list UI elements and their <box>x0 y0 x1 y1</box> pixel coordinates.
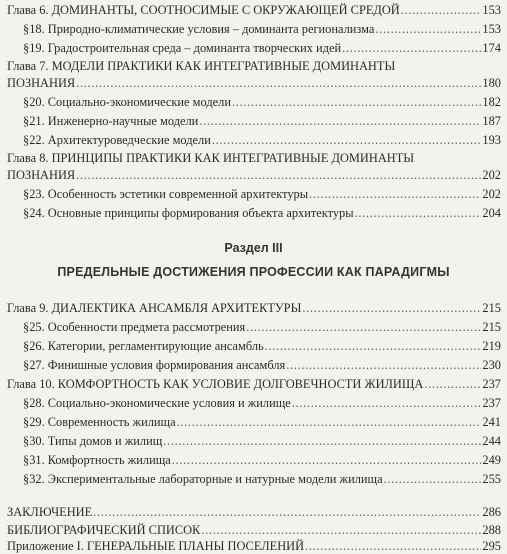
dot-leader <box>309 186 481 202</box>
toc-page-number: 286 <box>482 505 501 519</box>
toc-entry-section-23 <box>0 186 507 202</box>
toc-entry-title: §29. Современность жилища <box>23 415 176 429</box>
toc-entry-section-19 <box>0 40 507 56</box>
toc-entry-title: §26. Категории, регламентирующие ансамбль <box>23 339 264 353</box>
dot-leader <box>286 357 481 373</box>
toc-page-number: 174 <box>482 41 501 55</box>
toc-page-number: 180 <box>482 76 501 90</box>
toc-page-number: 202 <box>482 187 501 201</box>
toc-entry-bibliography <box>0 522 507 538</box>
dot-leader <box>305 538 481 554</box>
toc-entry-section-27 <box>0 357 507 373</box>
toc-entry-title: §30. Типы домов и жилищ <box>23 434 163 448</box>
toc-entry-chapter-10 <box>0 376 507 392</box>
toc-entry-section-24 <box>0 205 507 221</box>
toc-entry-title: §19. Градостроительная среда – доминанта творческих идей <box>23 41 342 55</box>
dot-leader <box>177 414 482 430</box>
toc-page-number: 255 <box>482 472 501 486</box>
dot-leader <box>292 395 482 411</box>
dot-leader <box>232 94 481 110</box>
section-label: Раздел III <box>224 241 283 255</box>
toc-page-number: 244 <box>482 434 501 448</box>
dot-leader <box>199 113 481 129</box>
dot-leader <box>355 205 482 221</box>
toc-page-number: 219 <box>482 339 501 353</box>
toc-page-number: 237 <box>482 396 501 410</box>
toc-entry-chapter-7 <box>0 75 507 91</box>
toc-entry-title: §21. Инженерно-научные модели <box>23 114 199 128</box>
dot-leader <box>375 21 481 37</box>
toc-entry-title: §32. Экспериментальные лабораторные и натурные модели жилища <box>23 472 383 486</box>
toc-entry-chapter-6 <box>0 2 507 18</box>
toc-entry-section-26 <box>0 338 507 354</box>
toc-entry-title: §24. Основные принципы формирования объекта архитектуры <box>23 206 354 220</box>
toc-page-number: 215 <box>482 320 501 334</box>
toc-entry-title: ПОЗНАНИЯ <box>7 168 76 182</box>
toc-entry-title: §22. Архитектуроведческие модели <box>23 133 211 147</box>
toc-page-number: 202 <box>482 168 501 182</box>
toc-entry-chapter-8 <box>0 167 507 183</box>
toc-page-number: 249 <box>482 453 501 467</box>
toc-entry-conclusion <box>0 504 507 520</box>
toc-page-number: 288 <box>482 523 501 537</box>
dot-leader <box>93 504 481 520</box>
dot-leader <box>76 167 481 183</box>
toc-entry-title: Глава 10. КОМФОРТНОСТЬ КАК УСЛОВИЕ ДОЛГОВЕЧНОСТИ ЖИЛИЩА <box>7 377 424 391</box>
toc-page-number: 295 <box>482 539 501 553</box>
toc-entry-title: Глава 6. ДОМИНАНТЫ, СООТНОСИМЫЕ С ОКРУЖАЮЩЕЙ СРЕДОЙ <box>7 3 400 17</box>
toc-page-number: 153 <box>482 3 501 17</box>
toc-entry-section-20 <box>0 94 507 110</box>
dot-leader <box>342 40 481 56</box>
toc-page-number: 182 <box>482 95 501 109</box>
toc-entry-chapter-8-line1: Глава 8. ПРИНЦИПЫ ПРАКТИКИ КАК ИНТЕГРАТИВНЫЕ ДОМИНАНТЫ <box>7 151 415 165</box>
toc-entry-title: ПОЗНАНИЯ <box>7 76 76 90</box>
dot-leader <box>384 471 482 487</box>
toc-entry-title: §28. Социально-экономические условия и жилище <box>23 396 291 410</box>
toc-entry-title: §23. Особенность эстетики современной архитектуры <box>23 187 309 201</box>
toc-entry-section-25 <box>0 319 507 335</box>
toc-page-number: 230 <box>482 358 501 372</box>
toc-entry-section-31 <box>0 452 507 468</box>
toc-entry-section-18 <box>0 21 507 37</box>
toc-page-number: 204 <box>482 206 501 220</box>
toc-entry-appendix-1 <box>0 538 507 554</box>
toc-entry-section-30 <box>0 433 507 449</box>
toc-page-number: 153 <box>482 22 501 36</box>
dot-leader <box>172 452 482 468</box>
toc-entry-title: §20. Социально-экономические модели <box>23 95 231 109</box>
toc-page-number: 237 <box>482 377 501 391</box>
toc-entry-chapter-7-line1: Глава 7. МОДЕЛИ ПРАКТИКИ КАК ИНТЕГРАТИВНЫЕ ДОМИНАНТЫ <box>7 59 396 73</box>
dot-leader <box>246 319 481 335</box>
toc-page-number: 187 <box>482 114 501 128</box>
toc-entry-section-21 <box>0 113 507 129</box>
toc-entry-title: Глава 9. ДИАЛЕКТИКА АНСАМБЛЯ АРХИТЕКТУРЫ <box>7 301 302 315</box>
toc-entry-title: Приложение I. ГЕНЕРАЛЬНЫЕ ПЛАНЫ ПОСЕЛЕНИЙ <box>7 539 305 553</box>
toc-entry-title: §25. Особенности предмета рассмотрения <box>23 320 246 334</box>
toc-page-number: 241 <box>482 415 501 429</box>
toc-entry-chapter-9 <box>0 300 507 316</box>
toc-entry-section-32 <box>0 471 507 487</box>
dot-leader <box>302 300 481 316</box>
toc-page-number: 193 <box>482 133 501 147</box>
toc-entry-title: §18. Природно-климатические условия – доминанта регионализма <box>23 22 375 36</box>
toc-entry-title: БИБЛИОГРАФИЧЕСКИЙ СПИСОК <box>7 523 201 537</box>
dot-leader <box>401 2 482 18</box>
dot-leader <box>201 522 481 538</box>
dot-leader <box>212 132 482 148</box>
toc-entry-title: ЗАКЛЮЧЕНИЕ <box>7 505 93 519</box>
toc-entry-section-22 <box>0 132 507 148</box>
toc-entry-title: §31. Комфортность жилища <box>23 453 171 467</box>
toc-entry-section-29 <box>0 414 507 430</box>
dot-leader <box>76 75 481 91</box>
toc-entry-section-28 <box>0 395 507 411</box>
section-title: ПРЕДЕЛЬНЫЕ ДОСТИЖЕНИЯ ПРОФЕССИИ КАК ПАРАДИГМЫ <box>57 265 450 279</box>
dot-leader <box>424 376 481 392</box>
toc-page-number: 215 <box>482 301 501 315</box>
toc-entry-title: §27. Финишные условия формирования ансамбля <box>23 358 286 372</box>
dot-leader <box>265 338 482 354</box>
dot-leader <box>163 433 481 449</box>
